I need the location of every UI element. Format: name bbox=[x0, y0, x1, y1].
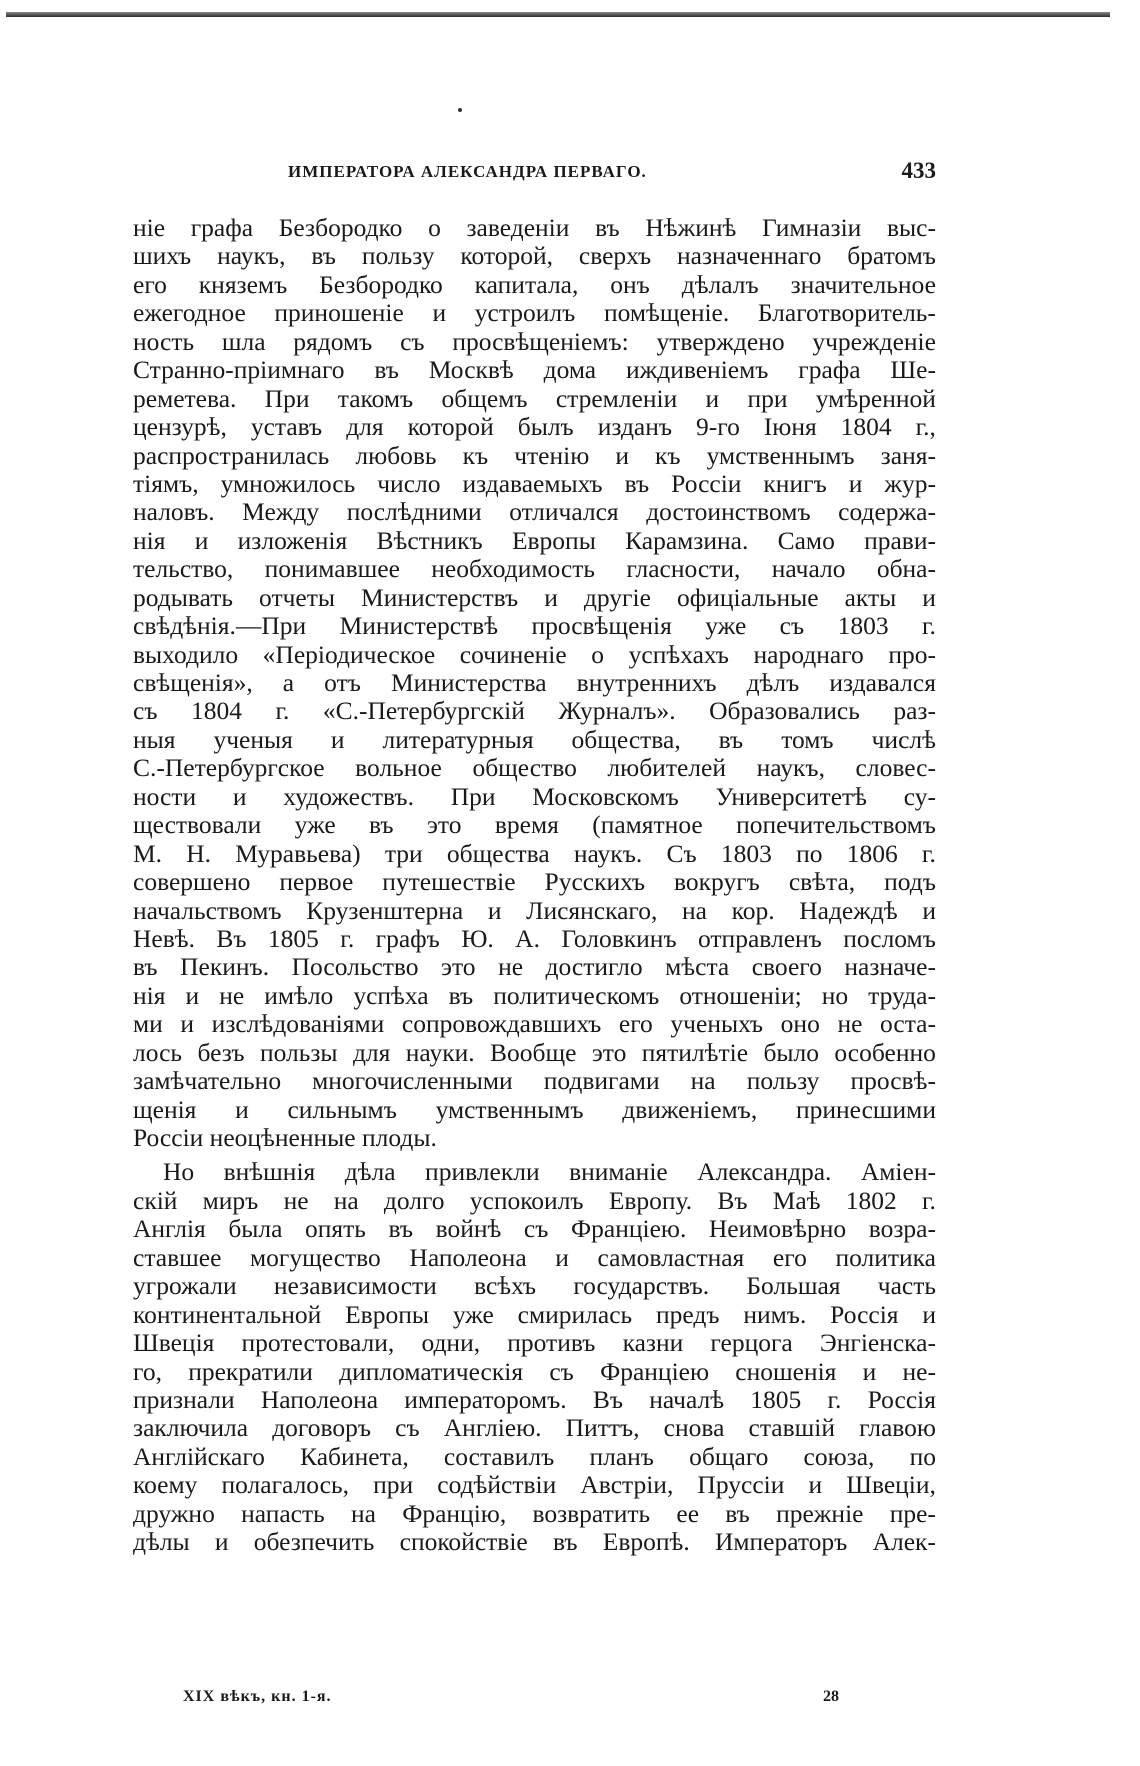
text-line: Россіи неоцѣненные плоды. bbox=[133, 1123, 437, 1152]
text-line: шихъ наукъ, въ пользу которой, сверхъ назначеннаго братомъ bbox=[133, 241, 936, 271]
text-line: ставшее могущество Наполеона и самовластная его политика bbox=[133, 1242, 936, 1272]
text-line: тельство, понимавшее необходимость гласности, начало обна- bbox=[133, 554, 936, 584]
text-line: наловъ. Между послѣдними отличался достоинствомъ содержа- bbox=[133, 497, 936, 527]
text-line: замѣчательно многочисленными подвигами на пользу просвѣ- bbox=[133, 1066, 936, 1096]
text-line: дѣлы и обезпечить спокойствіе въ Европѣ. Императоръ Алек- bbox=[133, 1527, 936, 1557]
running-header bbox=[133, 160, 936, 186]
text-line: Англія была опять въ войнѣ съ Франціею. Неимовѣрно возра- bbox=[133, 1214, 936, 1244]
text-line: Англійскаго Кабинета, составилъ планъ общаго союза, по bbox=[133, 1441, 936, 1471]
scan-top-edge bbox=[6, 12, 1110, 17]
text-line: съ 1804 г. «С.-Петербургскій Журналъ». Образовались раз- bbox=[133, 696, 936, 726]
text-line: въ Пекинъ. Посольство это не достигло мѣста своего назначе- bbox=[133, 952, 936, 982]
text-line: свѣдѣнія.—При Министерствѣ просвѣщенія уже съ 1803 г. bbox=[133, 611, 936, 641]
text-body bbox=[133, 214, 936, 1557]
text-line: ности и художествъ. При Московскомъ Университетѣ су- bbox=[133, 781, 936, 811]
text-line: родывать отчеты Министерствъ и другіе офиціальные акты и bbox=[133, 582, 936, 612]
text-line: скій миръ не на долго успокоилъ Европу. Въ Маѣ 1802 г. bbox=[133, 1185, 936, 1215]
text-line: тіямъ, умножилось число издаваемыхъ въ Россіи книгъ и жур- bbox=[133, 468, 936, 498]
text-line: го, прекратили дипломатическія съ Франціею сношенія и не- bbox=[133, 1356, 936, 1386]
text-line: ми и изслѣдованіями сопровождавшихъ его ученыхъ оно не оста- bbox=[133, 1009, 936, 1039]
page-footer bbox=[133, 1686, 936, 1712]
text-line: ежегодное приношеніе и устроилъ помѣщеніе. Благотворитель- bbox=[133, 298, 936, 328]
text-line: Невѣ. Въ 1805 г. графъ Ю. А. Головкинъ отправленъ посломъ bbox=[133, 923, 936, 953]
text-line: угрожали независимости всѣхъ государствъ. Большая часть bbox=[133, 1271, 936, 1301]
text-line: дружно напасть на Францію, возвратить ее въ прежніе пре- bbox=[133, 1498, 936, 1528]
text-line: коему полагалось, при содѣйствіи Австріи, Пруссіи и Швеціи, bbox=[133, 1470, 936, 1500]
text-line: реметева. При такомъ общемъ стремленіи и при умѣренной bbox=[133, 383, 936, 413]
printer-dot bbox=[458, 108, 462, 112]
running-title: ИМПЕРАТОРА АЛЕКСАНДРА ПЕРВАГО. bbox=[288, 162, 647, 181]
text-line: Швеція протестовали, одни, противъ казни герцога Энгіенска- bbox=[133, 1328, 936, 1358]
text-line: Но внѣшнія дѣла привлекли вниманіе Александра. Аміен- bbox=[163, 1157, 936, 1187]
text-line: ществовали уже въ это время (памятное попечительствомъ bbox=[133, 810, 936, 840]
text-line: цензурѣ, уставъ для которой былъ изданъ 9-го Іюня 1804 г., bbox=[133, 412, 936, 442]
text-line: Странно-пріимнаго въ Москвѣ дома иждивеніемъ графа Ше- bbox=[133, 355, 936, 385]
text-line: его княземъ Безбородко капитала, онъ дѣлалъ значительное bbox=[133, 269, 936, 299]
page-number: 433 bbox=[901, 158, 936, 183]
paragraph bbox=[133, 214, 936, 1152]
text-line: совершено первое путешествіе Русскихъ вокругъ свѣта, подъ bbox=[133, 867, 936, 897]
sheet-number: 28 bbox=[823, 1688, 839, 1705]
text-line: свѣщенія», а отъ Министерства внутреннихъ дѣлъ издавался bbox=[133, 668, 936, 697]
text-line: ныя ученыя и литературныя общества, въ томъ числѣ bbox=[133, 724, 936, 754]
text-line: признали Наполеона императоромъ. Въ началѣ 1805 г. Россія bbox=[133, 1384, 936, 1414]
text-line: начальствомъ Крузенштерна и Лисянскаго, на кор. Надеждѣ и bbox=[133, 895, 936, 925]
text-line: континентальной Европы уже смирилась предъ нимъ. Россія и bbox=[133, 1299, 936, 1329]
text-line: М. Н. Муравьева) три общества наукъ. Съ 1803 по 1806 г. bbox=[133, 838, 936, 868]
text-line: ніе графа Безбородко о заведеніи въ Нѣжинѣ Гимназіи выс- bbox=[133, 213, 936, 242]
text-line: заключила договоръ съ Англіею. Питтъ, снова ставшій главою bbox=[133, 1413, 936, 1443]
text-line: выходило «Періодическое сочиненіе о успѣхахъ народнаго про- bbox=[133, 639, 936, 669]
text-line: лось безъ пользы для науки. Вообще это пятилѣтіе было особенно bbox=[133, 1037, 936, 1067]
text-line: нія и не имѣло успѣха въ политическомъ отношеніи; но труда- bbox=[133, 980, 936, 1010]
text-line: распространилась любовь къ чтенію и къ умственнымъ заня- bbox=[133, 440, 936, 470]
paragraph bbox=[133, 1158, 936, 1556]
text-line: щенія и сильнымъ умственнымъ движеніемъ, принесшими bbox=[133, 1094, 936, 1124]
text-line: нія и изложенія Вѣстникъ Европы Карамзина. Само прави- bbox=[133, 525, 936, 555]
text-line: ность шла рядомъ съ просвѣщеніемъ: утверждено учрежденіе bbox=[133, 326, 936, 356]
text-line: С.-Петербургское вольное общество любителей наукъ, словес- bbox=[133, 753, 936, 783]
signature-mark: XIX вѣкъ, кн. 1-я. bbox=[183, 1688, 332, 1705]
